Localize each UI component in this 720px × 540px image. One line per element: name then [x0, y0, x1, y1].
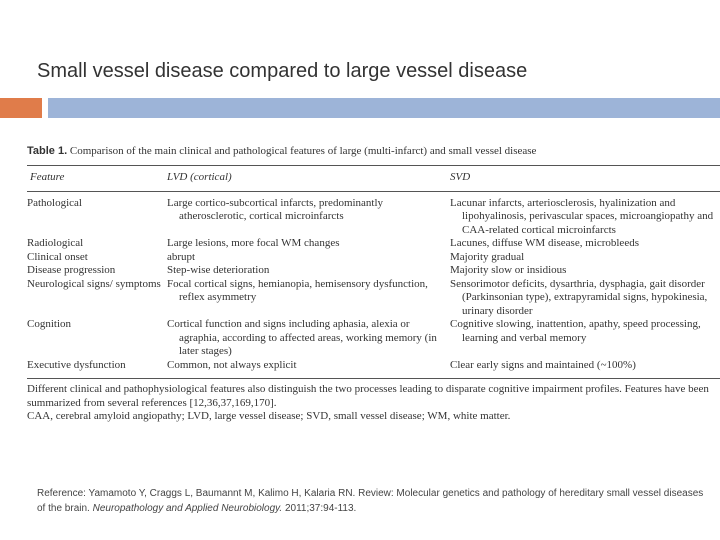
cell-feature: Executive dysfunction: [27, 358, 126, 371]
header-lvd: LVD (cortical): [167, 171, 232, 183]
table-row: [27, 197, 720, 238]
table-footnote: Different clinical and pathophysiological features also distinguish the two processes leading to disparate cognitive impairment profiles. Features have been summarized from several references [12,36,37,169,170].: [27, 383, 709, 409]
cell-svd: Lacunar infarcts, arteriosclerosis, hyalinization and lipohyalinosis, perivascular spaces, microangiopathy and CAA-related cortical microinfarcts: [450, 196, 714, 236]
reference-label: Reference:: [37, 488, 86, 499]
cell-svd: Cognitive slowing, inattention, apathy, speed processing, learning and verbal memory: [450, 318, 701, 344]
header-svd: SVD: [450, 171, 471, 183]
header-feature: Feature: [30, 171, 65, 183]
cell-feature: Neurological signs/ symptoms: [27, 277, 161, 290]
table-row: [27, 237, 720, 251]
table-row: [27, 264, 720, 278]
cell-svd: Clear early signs and maintained (~100%): [450, 358, 636, 371]
reference-citation: [37, 486, 707, 516]
table-caption: [27, 143, 720, 159]
table-row: [27, 251, 720, 265]
cell-lvd: Cortical function and signs including aphasia, alexia or agraphia, according to affected areas, working memory (in later stages): [167, 318, 437, 357]
cell-svd: Majority slow or insidious: [450, 264, 567, 276]
table-header-rule: [27, 191, 720, 192]
table-header-row: [27, 166, 720, 191]
cell-lvd: abrupt: [167, 250, 196, 263]
table-label: Table 1.: [27, 145, 68, 157]
comparison-table: [27, 166, 720, 379]
cell-lvd: Large cortico-subcortical infarcts, predominantly atherosclerotic, cortical microinfarcts: [167, 196, 384, 222]
reference-volume-pages: 2011;37:94-113.: [284, 503, 357, 514]
cell-lvd: Common, not always explicit: [167, 358, 297, 371]
cell-feature: Disease progression: [27, 264, 116, 276]
cell-feature: Pathological: [27, 196, 82, 209]
comparison-table-figure: [27, 143, 720, 424]
cell-svd: Lacunes, diffuse WM disease, microbleeds: [450, 237, 639, 249]
reference-authors-title: Yamamoto Y, Craggs L, Baumannt M, Kalimo H, Kalaria RN. Review: Molecular genetics and pathology of hereditary small vessel diseases of the brain.: [37, 488, 704, 514]
reference-journal: Neuropathology and Applied Neurobiology.: [92, 503, 283, 514]
table-abbreviations: CAA, cerebral amyloid angiopathy; LVD, large vessel disease; SVD, small vessel disease; WM, white matter.: [27, 410, 511, 422]
cell-svd: Sensorimotor deficits, dysarthria, dysphagia, gait disorder (Parkinsonian type), extrapyramidal signs, hypokinesia, urinary disorder: [450, 277, 708, 317]
cell-lvd: Focal cortical signs, hemianopia, hemisensory dysfunction, reflex asymmetry: [167, 277, 428, 303]
cell-svd: Majority gradual: [450, 250, 525, 263]
cell-feature: Cognition: [27, 318, 72, 330]
cell-lvd: Large lesions, more focal WM changes: [167, 237, 340, 249]
table-row: [27, 359, 720, 373]
slide-title: Small vessel disease compared to large vessel disease: [37, 60, 528, 82]
cell-feature: Clinical onset: [27, 250, 88, 263]
table-row: [27, 278, 720, 319]
accent-bar-blue: [48, 98, 720, 118]
cell-feature: Radiological: [27, 237, 84, 249]
cell-lvd: Step-wise deterioration: [167, 264, 270, 276]
accent-bar-orange: [0, 98, 42, 118]
table-caption-text: Comparison of the main clinical and pathological features of large (multi-infarct) and small vessel disease: [69, 145, 537, 157]
table-row: [27, 318, 720, 359]
